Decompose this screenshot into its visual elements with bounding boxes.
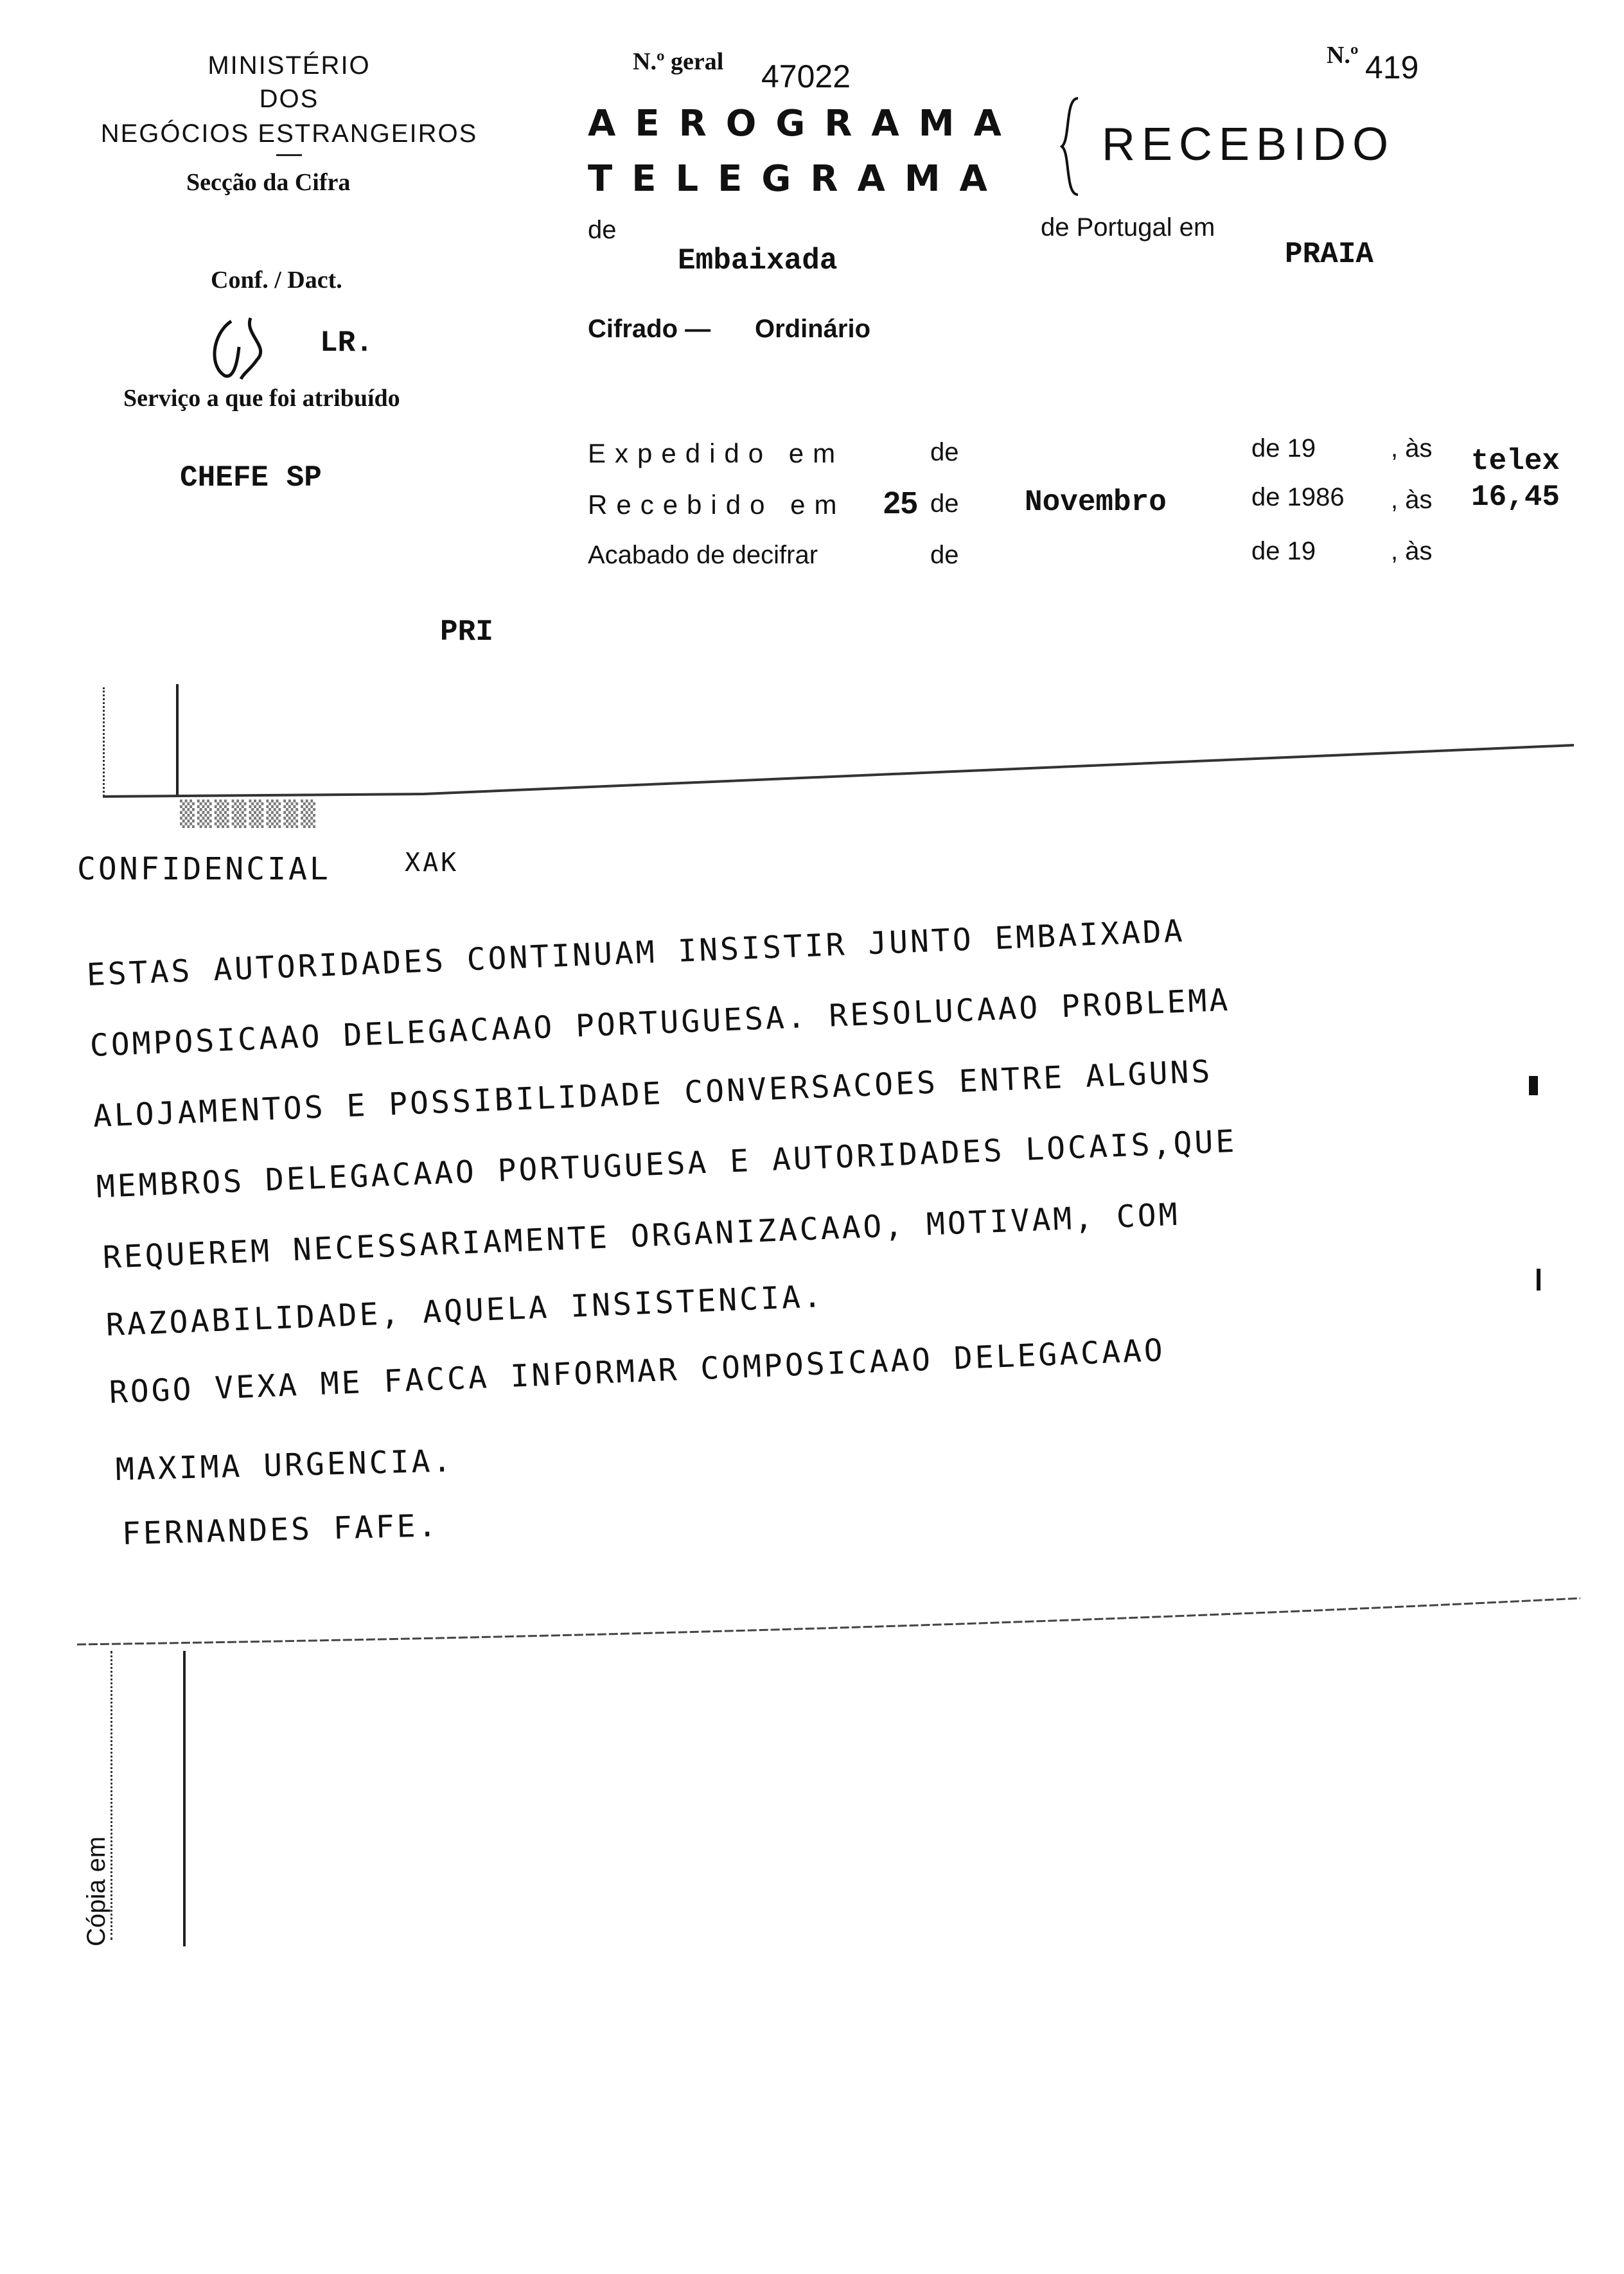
frame-vertical-bottom	[183, 1651, 186, 1946]
origin-value: Embaixada	[678, 244, 838, 278]
recebido-as: , às	[1391, 486, 1433, 514]
cifrado-label: Cifrado —	[588, 315, 711, 343]
signature-mark	[206, 308, 308, 385]
numero-value: 419	[1365, 49, 1419, 85]
message-line: RAZOABILIDADE, AQUELA INSISTENCIA.	[105, 1278, 825, 1343]
origin-de-label: de	[588, 216, 617, 244]
numero-geral-value: 47022	[761, 58, 851, 94]
message-line: ROGO VEXA ME FACCA INFORMAR COMPOSICAAO DELEGACAAO	[108, 1332, 1166, 1411]
expedido-label: Expedido em	[588, 438, 845, 468]
message-line: ESTAS AUTORIDADES CONTINUAM INSISTIR JUNTO EMBAIXADA	[85, 913, 1186, 993]
acabado-year: de 19	[1251, 537, 1316, 565]
message-line: MEMBROS DELEGACAAO PORTUGUESA E AUTORIDADES LOCAIS,QUE	[95, 1123, 1238, 1205]
status-recebido: RECEBIDO	[1102, 119, 1395, 170]
margin-mark	[1537, 1269, 1540, 1291]
message-line: MAXIMA URGENCIA.	[115, 1443, 454, 1488]
acabado-de: de	[930, 541, 959, 569]
message-line: REQUEREM NECESSARIAMENTE ORGANIZACAAO, MOTIVAM, COM	[102, 1196, 1181, 1276]
form-type-aerograma: AEROGRAMA	[588, 103, 1021, 145]
service-value: CHEFE SP	[180, 461, 322, 495]
expedido-as: , às	[1391, 434, 1433, 463]
frame-horizontal-top	[103, 681, 1580, 809]
classification: CONFIDENCIAL	[77, 851, 331, 887]
message-line: FERNANDES FAFE.	[121, 1508, 440, 1552]
bracket	[1059, 95, 1084, 198]
divider	[276, 154, 302, 156]
ministry-name-line1: MINISTÉRIO	[207, 51, 371, 80]
section-label: Secção da Cifra	[186, 169, 351, 196]
expedido-year: de 19	[1251, 434, 1316, 463]
numero-label: N.º	[1327, 42, 1359, 69]
service-label: Serviço a que foi atribuído	[123, 385, 400, 412]
recebido-month: Novembro	[1025, 486, 1167, 519]
priority-code: PRI	[440, 615, 493, 649]
acabado-as: , às	[1391, 537, 1433, 565]
ministry-name-line2: DOS	[259, 85, 319, 113]
ministry-name-line3: NEGÓCIOS ESTRANGEIROS	[100, 119, 478, 148]
location-value: PRAIA	[1285, 238, 1374, 271]
recebido-time: 16,45	[1471, 480, 1560, 514]
message-marker: XAK	[405, 848, 459, 877]
telex-label: telex	[1471, 445, 1560, 478]
operator-initials: LR.	[320, 326, 373, 360]
expedido-de: de	[930, 438, 959, 466]
copia-em-label: Cópia em	[82, 1836, 110, 1946]
numero-geral-label: N.º geral	[633, 48, 724, 75]
form-type-telegrama: TELEGRAMA	[588, 158, 1007, 200]
recebido-label: Recebido em	[588, 489, 846, 520]
message-line: ALOJAMENTOS E POSSIBILIDADE CONVERSACOES ENTRE ALGUNS	[92, 1053, 1214, 1134]
recebido-day: 25	[883, 486, 918, 520]
acabado-label: Acabado de decifrar	[588, 541, 818, 569]
cifrado-value: Ordinário	[755, 315, 871, 343]
margin-mark	[1529, 1076, 1538, 1095]
frame-horizontal-bottom	[77, 1580, 1587, 1657]
recebido-de: de	[930, 489, 959, 518]
message-line: COMPOSICAAO DELEGACAAO PORTUGUESA. RESOLUCAAO PROBLEMA	[89, 982, 1231, 1064]
faded-header-residue: ▒▒▒▒▒▒▒▒	[180, 800, 319, 828]
recebido-year: de 1986	[1251, 483, 1345, 511]
portugal-label: de Portugal em	[1041, 213, 1215, 242]
conf-dact-label: Conf. / Dact.	[211, 267, 342, 294]
